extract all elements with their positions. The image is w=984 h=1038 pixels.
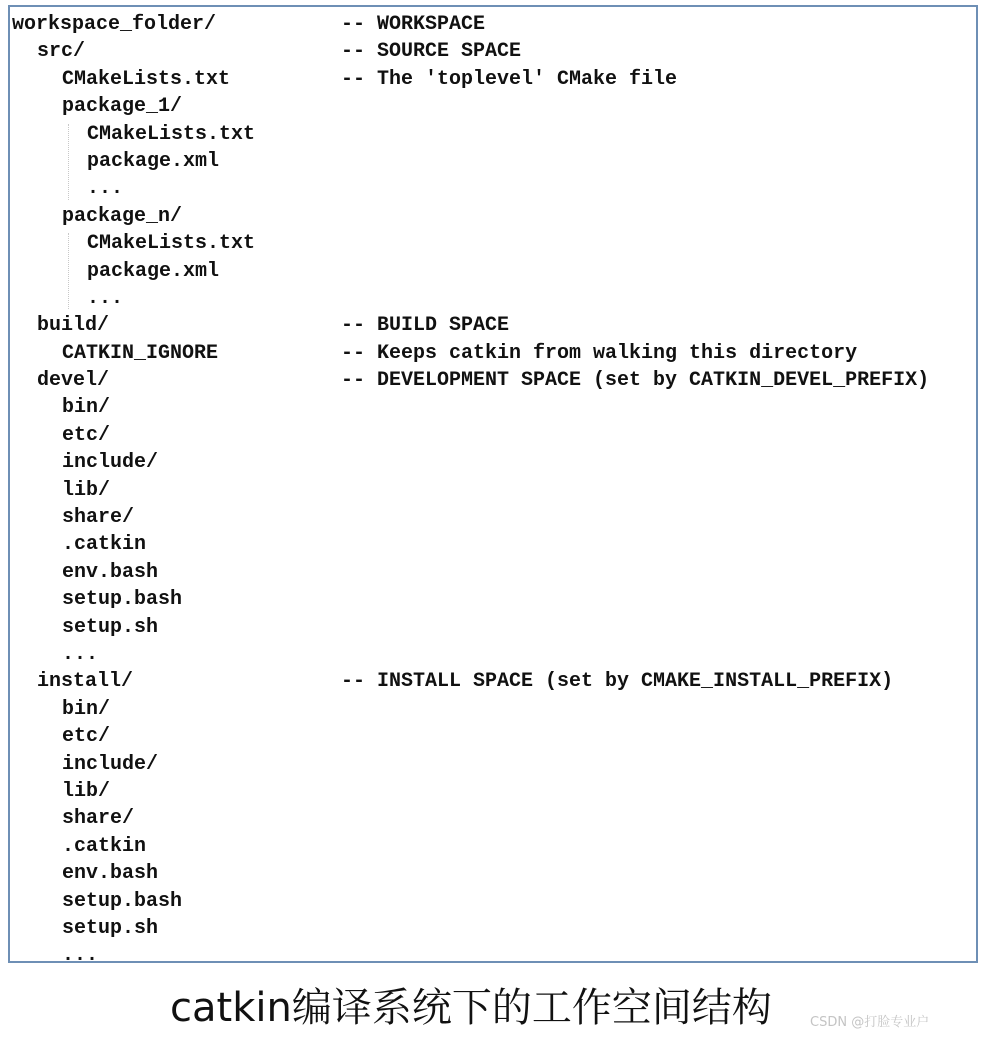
tree-row: [12, 668, 976, 695]
tree-entry-name: bin/: [62, 396, 111, 420]
tree-entry-comment: -- SOURCE SPACE: [341, 40, 522, 64]
tree-entry-name: ...: [62, 642, 99, 666]
tree-entry-name: .catkin: [62, 834, 147, 858]
tree-entry-name: env.bash: [62, 862, 159, 886]
tree-entry-name: setup.sh: [62, 916, 159, 940]
tree-row: [12, 121, 976, 148]
tree-row: [12, 614, 976, 641]
tree-entry-comment: -- WORKSPACE: [341, 13, 486, 36]
tree-entry-name: include/: [62, 451, 159, 475]
tree-row: [12, 230, 976, 257]
tree-row: [12, 38, 976, 65]
tree-entry-comment: -- BUILD SPACE: [341, 314, 510, 338]
tree-entry-name: etc/: [62, 725, 111, 749]
tree-entry-name: package.xml: [87, 259, 220, 283]
tree-entry-name: share/: [62, 506, 135, 530]
tree-row: [12, 805, 976, 832]
tree-row: [12, 93, 976, 120]
tree-row: [12, 11, 976, 38]
tree-row: [12, 860, 976, 887]
directory-tree-panel: [8, 5, 978, 968]
tree-entry-name: package_1/: [62, 95, 183, 119]
tree-row: [12, 312, 976, 339]
tree-row: [12, 422, 976, 449]
tree-entry-name: ...: [62, 944, 99, 968]
indent-guide-line: [68, 233, 69, 309]
tree-row: [12, 285, 976, 312]
tree-row: [12, 559, 976, 586]
indent-guide-line: [68, 124, 69, 200]
tree-entry-name: ...: [87, 286, 124, 310]
tree-row: [12, 203, 976, 230]
tree-row: [12, 888, 976, 915]
tree-row: [12, 942, 976, 969]
tree-entry-comment: -- INSTALL SPACE (set by CMAKE_INSTALL_PREFIX): [341, 670, 894, 694]
tree-entry-name: CMakeLists.txt: [87, 232, 256, 256]
tree-row: [12, 833, 976, 860]
tree-entry-name: lib/: [62, 478, 111, 502]
tree-row: [12, 723, 976, 750]
tree-entry-name: ...: [87, 177, 124, 201]
figure-caption: catkin编译系统下的工作空间结构: [170, 985, 772, 1031]
tree-row: [12, 778, 976, 805]
tree-entry-name: bin/: [62, 697, 111, 721]
tree-entry-name: workspace_folder/: [12, 13, 217, 36]
tree-row: [12, 586, 976, 613]
tree-row: [12, 751, 976, 778]
tree-row: [12, 641, 976, 668]
tree-entry-name: setup.sh: [62, 615, 159, 639]
tree-entry-name: build/: [37, 314, 110, 338]
tree-entry-name: install/: [37, 670, 134, 694]
tree-row: [12, 367, 976, 394]
directory-tree: [12, 11, 976, 970]
tree-row: [12, 66, 976, 93]
tree-entry-name: devel/: [37, 369, 110, 393]
tree-entry-name: setup.bash: [62, 889, 183, 913]
tree-row: [12, 340, 976, 367]
tree-entry-comment: -- Keeps catkin from walking this directory: [341, 341, 858, 365]
tree-entry-name: CMakeLists.txt: [87, 122, 256, 146]
tree-row: [12, 175, 976, 202]
tree-entry-name: etc/: [62, 423, 111, 447]
tree-entry-name: env.bash: [62, 560, 159, 584]
tree-row: [12, 477, 976, 504]
tree-entry-name: package.xml: [87, 149, 220, 173]
tree-row: [12, 696, 976, 723]
tree-row: [12, 258, 976, 285]
tree-row: [12, 915, 976, 942]
tree-entry-name: CMakeLists.txt: [62, 67, 231, 91]
tree-row: [12, 394, 976, 421]
tree-entry-comment: -- The 'toplevel' CMake file: [341, 67, 678, 91]
tree-entry-name: CATKIN_IGNORE: [62, 341, 219, 365]
tree-entry-name: src/: [37, 40, 86, 64]
tree-entry-name: package_n/: [62, 204, 183, 228]
tree-row: [12, 449, 976, 476]
tree-entry-name: .catkin: [62, 533, 147, 557]
tree-entry-name: include/: [62, 752, 159, 776]
watermark: CSDN @打脸专业户: [810, 1015, 930, 1030]
tree-row: [12, 504, 976, 531]
tree-row: [12, 148, 976, 175]
tree-entry-name: lib/: [62, 779, 111, 803]
tree-entry-name: share/: [62, 807, 135, 831]
tree-entry-comment: -- DEVELOPMENT SPACE (set by CATKIN_DEVEL_PREFIX): [341, 369, 930, 393]
tree-row: [12, 531, 976, 558]
tree-entry-name: setup.bash: [62, 588, 183, 612]
